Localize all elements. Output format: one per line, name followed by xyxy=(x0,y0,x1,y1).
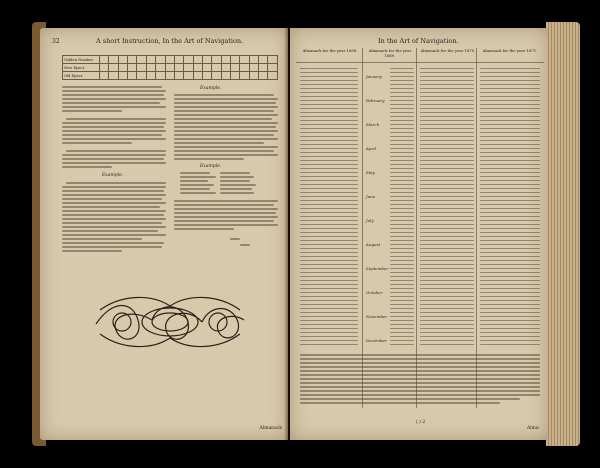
month-label: April xyxy=(366,146,376,151)
month-label: November xyxy=(366,314,388,319)
month-label: December xyxy=(366,338,387,343)
table-row-label: New Epact. xyxy=(63,64,100,72)
almanack-title: Almanack for the year 1668. xyxy=(302,48,358,53)
running-head: In the Art of Navigation. xyxy=(378,37,459,45)
almanack-title: Almanack for the year 1670. xyxy=(420,48,476,53)
month-label: October xyxy=(366,290,383,295)
month-label: July xyxy=(366,218,374,223)
month-label: September xyxy=(366,266,389,271)
epact-table xyxy=(62,55,278,80)
example-heading: Example. xyxy=(200,86,222,91)
table-row-label: Old Epact. xyxy=(63,72,100,80)
month-label: June xyxy=(366,194,376,199)
table-row xyxy=(63,72,278,80)
almanack-title: Almanack for the year 1671. xyxy=(482,48,538,53)
month-label: January xyxy=(366,74,382,79)
month-label: March xyxy=(366,122,380,127)
example-heading: Example. xyxy=(200,164,222,169)
example-heading: Example. xyxy=(102,173,124,178)
month-label: February xyxy=(366,98,385,103)
month-label: August xyxy=(366,242,381,247)
month-label: May xyxy=(366,170,375,175)
calligraphic-flourish-icon xyxy=(92,290,248,354)
open-book xyxy=(32,22,580,446)
right-page xyxy=(290,28,548,440)
catchword: Almanack xyxy=(259,426,282,431)
running-head: A short Instruction, In the Art of Navigation. xyxy=(96,37,244,45)
catchword: Alma- xyxy=(526,426,540,431)
table-row xyxy=(63,56,278,64)
page-edges-right xyxy=(546,22,580,446)
almanack-title: Almanack for the year 1669. xyxy=(368,48,412,58)
table-row-label: Golden Number. xyxy=(63,56,100,64)
signature-mark: ( ) 2 xyxy=(416,420,426,425)
page-number: 32 xyxy=(52,38,60,45)
table-row xyxy=(63,64,278,72)
left-page xyxy=(40,28,288,440)
